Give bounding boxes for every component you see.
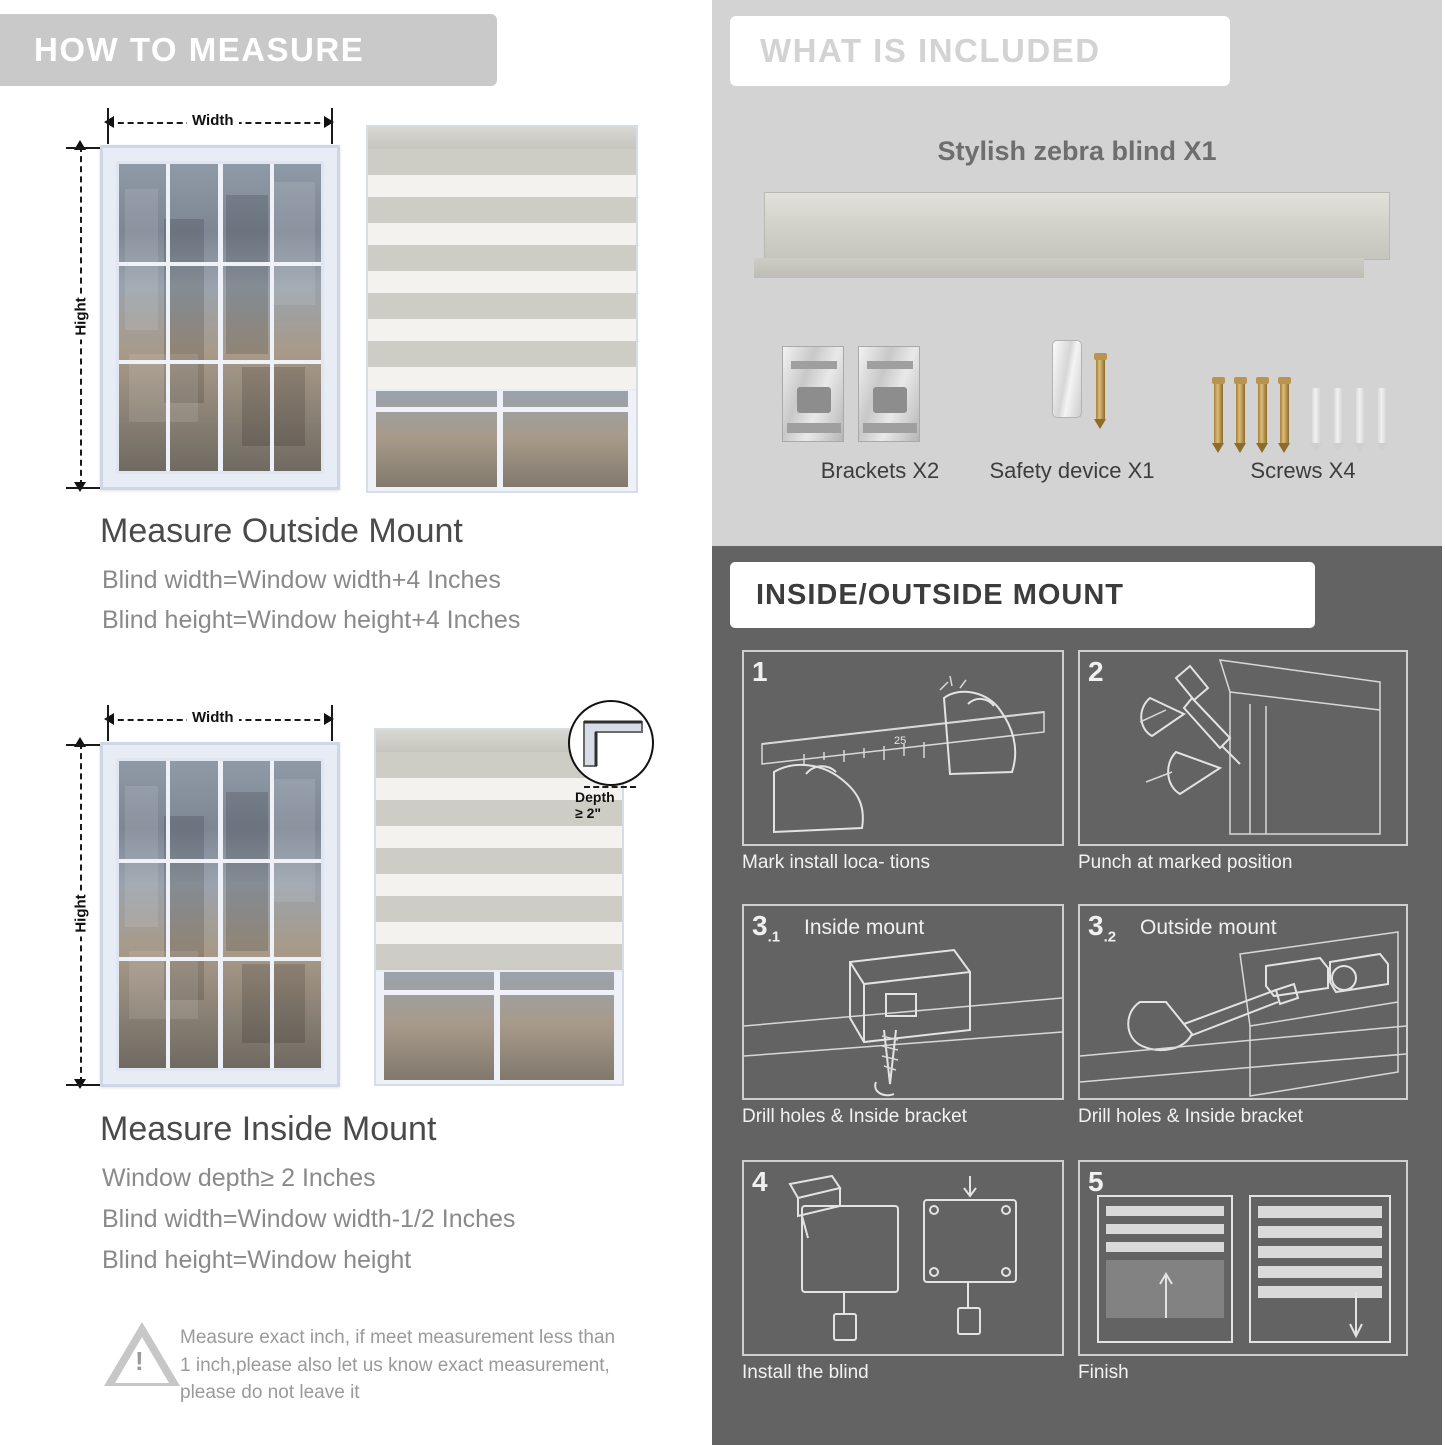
- inside-outside-mount-panel: [712, 546, 1442, 1445]
- right-column: [712, 0, 1442, 1445]
- blind-headrail: [368, 127, 636, 149]
- step-3-2-caption: Drill holes & Inside bracket: [1078, 1106, 1303, 1127]
- screw-head-4: [1278, 377, 1291, 384]
- inside-mount-title: Measure Inside Mount: [100, 1110, 437, 1148]
- step-2-number: 2: [1088, 656, 1104, 687]
- outside-width-tick-right: [331, 108, 333, 144]
- outside-height-tick-top: [66, 147, 100, 149]
- step-3-1-number: $3_{.1}$: [752, 910, 781, 946]
- depth-label: Depth ≥ 2": [575, 789, 615, 821]
- what-is-included-banner: WHAT IS INCLUDED: [730, 16, 1230, 86]
- window-pane-right-2: [218, 761, 322, 1068]
- inside-mount-line-1: Window depth≥ 2 Inches: [102, 1164, 376, 1192]
- window-inside-mount: [100, 742, 340, 1087]
- step-1-number: 1: [752, 656, 768, 687]
- screw-icon-2: [1236, 382, 1245, 444]
- outside-width-arrow-left: [104, 116, 114, 128]
- window-panes-2: [116, 758, 324, 1071]
- step-3-2-inline-label: Outside mount: [1140, 916, 1277, 939]
- step-3-1-illustration: [742, 904, 1064, 1100]
- step-3-1-inline-label: Inside mount: [804, 916, 925, 939]
- screw-head-3: [1256, 377, 1269, 384]
- safety-device-icon: [1052, 340, 1082, 418]
- window-pane-left-2: [119, 761, 218, 1068]
- step-5-illustration: [1078, 1160, 1408, 1356]
- outside-width-label: Width: [187, 112, 239, 129]
- step-2-drawing: [1080, 652, 1406, 844]
- main-item-label: Stylish zebra blind X1: [937, 136, 1217, 166]
- screw-head-2: [1234, 377, 1247, 384]
- inside-width-label: Width: [187, 709, 239, 726]
- warning-exclamation-icon: !: [135, 1346, 144, 1376]
- outside-width-tick-left: [107, 108, 109, 144]
- blind-inside-mount: [374, 728, 624, 1086]
- anchor-icon-4: [1378, 388, 1387, 444]
- inside-height-label: Hight: [73, 891, 90, 937]
- part-label-safety: Safety device X1: [989, 458, 1155, 483]
- screw-icon-1: [1214, 382, 1223, 444]
- zebra-blind-headrail-graphic: [764, 192, 1390, 260]
- depth-callout-drawing: [570, 702, 654, 786]
- step-4-number: 4: [752, 1166, 768, 1197]
- blind-outside-mount: [366, 125, 638, 493]
- part-label-brackets: Brackets X2: [820, 458, 940, 483]
- outside-height-label: Hight: [73, 294, 90, 340]
- part-label-screws: Screws X4: [1250, 458, 1356, 483]
- anchor-icon-3: [1356, 388, 1365, 444]
- inside-mount-line-2: Blind width=Window width-1/2 Inches: [102, 1205, 516, 1233]
- safety-screw-head-icon: [1094, 353, 1107, 360]
- step-4-caption: Install the blind: [742, 1362, 869, 1383]
- step-3-2-number: $3_{.2}$: [1088, 910, 1117, 946]
- inside-width-arrow-left: [104, 713, 114, 725]
- step-5-number: 5: [1088, 1166, 1104, 1197]
- inside-outside-mount-banner: INSIDE/OUTSIDE MOUNT: [730, 562, 1315, 628]
- step-5-caption: Finish: [1078, 1362, 1129, 1383]
- step-4-illustration: [742, 1160, 1064, 1356]
- screw-icon-4: [1280, 382, 1289, 444]
- window-pane-right: [218, 164, 322, 471]
- inside-height-tick-bottom: [66, 1084, 100, 1086]
- step-3-1-caption: Drill holes & Inside bracket: [742, 1106, 967, 1127]
- inside-width-tick-left: [107, 705, 109, 741]
- outside-height-tick-bottom: [66, 487, 100, 489]
- blind-exposed-window: [368, 389, 636, 493]
- step-3-2-illustration: [1078, 904, 1408, 1100]
- screw-head-1: [1212, 377, 1225, 384]
- anchor-icon-2: [1334, 388, 1343, 444]
- window-panes: [116, 161, 324, 474]
- depth-callout-circle: [568, 700, 654, 786]
- window-pane-left: [119, 164, 218, 471]
- step-2-caption: Punch at marked position: [1078, 852, 1293, 873]
- inside-height-tick-top: [66, 744, 100, 746]
- screw-icon-3: [1258, 382, 1267, 444]
- warning-text: Measure exact inch, if meet measurement less than 1 inch,please also let us know exact measurement, please do not leave it: [180, 1327, 616, 1404]
- blind-exposed-window-2: [376, 970, 622, 1086]
- zebra-blind-headrail-lip: [754, 258, 1364, 278]
- safety-screw-icon: [1096, 358, 1105, 420]
- what-is-included-panel: [712, 0, 1442, 546]
- step-1-illustration: [742, 650, 1064, 846]
- inside-mount-line-3: Blind height=Window height: [102, 1246, 412, 1274]
- inside-width-tick-right: [331, 705, 333, 741]
- outside-mount-line-2: Blind height=Window height+4 Inches: [102, 606, 521, 634]
- step-5-drawing: [1080, 1162, 1406, 1354]
- step-1-drawing: [744, 652, 1062, 844]
- step-4-drawing: [744, 1162, 1062, 1354]
- anchor-icon-1: [1312, 388, 1321, 444]
- bracket-icon-2: [858, 346, 920, 442]
- how-to-measure-banner: HOW TO MEASURE: [0, 14, 497, 86]
- svg-text:25: 25: [894, 735, 907, 747]
- how-to-measure-panel: [0, 0, 712, 1445]
- window-outside-mount: [100, 145, 340, 490]
- bracket-icon-1: [782, 346, 844, 442]
- depth-dim-line: [584, 786, 636, 788]
- step-2-illustration: [1078, 650, 1408, 846]
- outside-mount-line-1: Blind width=Window width+4 Inches: [102, 566, 501, 594]
- outside-mount-title: Measure Outside Mount: [100, 512, 463, 550]
- step-1-caption: Mark install loca- tions: [742, 852, 930, 873]
